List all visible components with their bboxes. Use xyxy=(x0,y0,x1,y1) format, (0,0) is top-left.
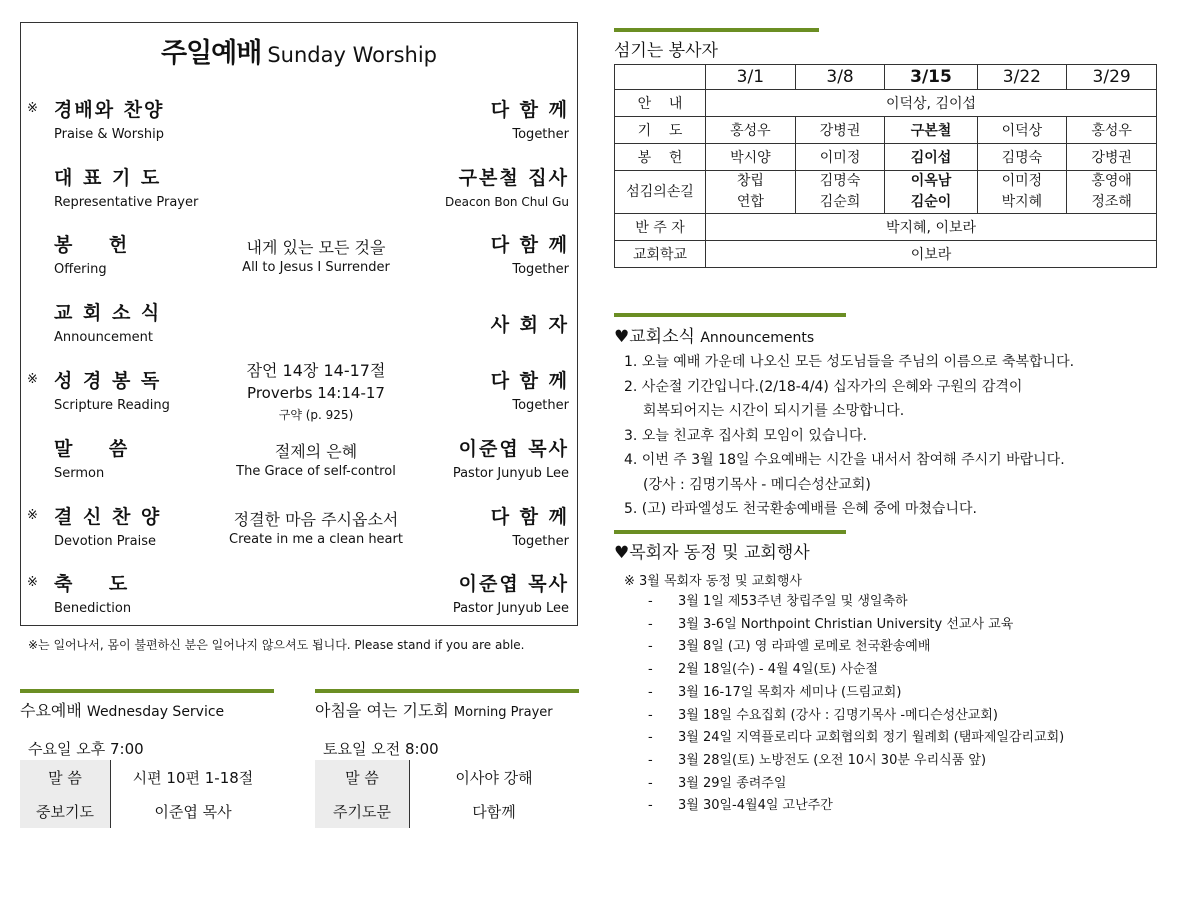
list-item: 회복되어지는 시간이 되시기를 소망합니다. xyxy=(643,403,905,419)
order-item xyxy=(21,95,577,159)
order-leader-ko: 구본철 집사 xyxy=(458,167,569,189)
cell xyxy=(1067,171,1157,214)
stand-mark: ※ xyxy=(27,575,38,590)
row-label: 안 내 xyxy=(615,90,706,117)
dash-mark: - xyxy=(648,775,653,791)
list-item: (강사 : 김명기목사 - 메디슨성산교회) xyxy=(643,476,871,493)
order-item xyxy=(21,163,577,227)
list-item: 4. 이번 주 3월 18일 수요예배는 시간을 내서서 참여해 주시기 바랍니다. xyxy=(624,452,1065,468)
cell: 강병권 xyxy=(795,117,885,144)
stand-mark: ※ xyxy=(27,508,38,523)
stand-mark: ※ xyxy=(27,372,38,387)
order-item xyxy=(21,569,577,633)
announcements-title-en: Announcements xyxy=(700,330,815,346)
order-title-en: Sermon xyxy=(54,466,105,481)
event-text: 3월 3-6일 Northpoint Christian University 선교사 교육 xyxy=(678,616,1014,632)
order-title-en: Representative Prayer xyxy=(54,195,199,210)
order-title-en: Benediction xyxy=(54,601,132,616)
row-label: 주기도문 xyxy=(315,794,410,828)
hymn-title-ko: 정결한 마음 주시옵소서 xyxy=(233,510,399,529)
order-title-ko: 결 신 찬 양 xyxy=(54,506,162,528)
date-header: 3/15 xyxy=(885,65,977,90)
order-item xyxy=(21,230,577,294)
cell: 김이섭 xyxy=(885,144,977,171)
event-text: 3월 24일 지역플로리다 교회협의회 정기 월례회 (탬파제일감리교회) xyxy=(678,730,1065,746)
row-value: 다함께 xyxy=(472,802,516,821)
order-title-ko: 축 도 xyxy=(54,573,130,595)
order-title-en: Devotion Praise xyxy=(54,534,156,549)
list-item: 3. 오늘 친교후 집사회 모임이 있습니다. xyxy=(624,427,867,444)
order-leader-ko: 이준엽 목사 xyxy=(458,573,569,595)
order-item xyxy=(21,502,577,566)
date-header: 3/29 xyxy=(1067,65,1157,90)
event-text: 3월 8일 (고) 영 라파엘 로메로 천국환송예배 xyxy=(678,639,931,655)
order-leader-en: Together xyxy=(512,534,569,549)
order-title-ko: 경배와 찬양 xyxy=(54,99,165,121)
table-row xyxy=(615,241,1157,268)
list-item xyxy=(648,795,1064,818)
cell-line: 김명숙 xyxy=(819,173,861,189)
wednesday-table xyxy=(20,760,275,828)
cell xyxy=(977,171,1067,214)
announcements-title-ko: ♥교회소식 xyxy=(614,327,695,347)
row-value: 이사야 강해 xyxy=(455,768,533,787)
pastor-events-title: ♥목회자 동정 및 교회행사 xyxy=(614,543,810,563)
order-leader-ko: 사 회 자 xyxy=(490,314,569,336)
hymn-title-ko: 내게 있는 모든 것을 xyxy=(246,238,386,257)
order-leader-ko: 다 함 께 xyxy=(490,234,569,256)
order-title-en: Scripture Reading xyxy=(54,398,170,413)
morning-title xyxy=(315,698,553,721)
row-label: 말 씀 xyxy=(20,760,111,794)
table-row xyxy=(315,760,578,794)
order-leader-en: Deacon Bon Chul Gu xyxy=(445,195,569,209)
event-text: 3월 30일-4월4일 고난주간 xyxy=(678,798,833,814)
cell-line: 연합 xyxy=(736,194,764,210)
sunday-title-en: Sunday Worship xyxy=(267,43,437,67)
cell-line: 창립 xyxy=(736,173,764,189)
row-value: 이준엽 목사 xyxy=(154,802,232,821)
stand-mark: ※ xyxy=(27,101,38,116)
cell-line: 박지혜 xyxy=(1001,194,1043,210)
divider-bar xyxy=(614,28,819,32)
cell-line: 이옥남 xyxy=(910,173,952,189)
volunteers-table xyxy=(614,64,1157,268)
dash-mark: - xyxy=(648,639,653,655)
table-row xyxy=(615,214,1157,241)
list-item: 5. (고) 라파엘성도 천국환송예배를 은혜 중에 마쳤습니다. xyxy=(624,501,977,517)
table-row xyxy=(20,794,275,828)
order-title-ko: 성 경 봉 독 xyxy=(54,370,162,392)
list-item xyxy=(648,705,1064,728)
pastor-events-subtitle: ※ 3월 목회자 동정 및 교회행사 xyxy=(624,574,802,589)
row-label: 섬김의손길 xyxy=(615,171,706,214)
divider-bar xyxy=(614,530,846,534)
cell: 김명숙 xyxy=(977,144,1067,171)
order-leader-ko: 다 함 께 xyxy=(490,370,569,392)
dash-mark: - xyxy=(648,730,653,746)
cell: 박시양 xyxy=(706,144,796,171)
hymn-title-en: All to Jesus I Surrender xyxy=(242,260,390,275)
cell-line: 김순희 xyxy=(819,194,861,210)
sunday-title-ko: 주일예배 xyxy=(160,38,262,69)
scripture-ref-ko: 잠언 14장 14-17절 xyxy=(246,361,386,380)
date-header: 3/1 xyxy=(706,65,796,90)
order-title-ko: 대 표 기 도 xyxy=(54,167,162,189)
scripture-page: 구약 (p. 925) xyxy=(278,408,354,422)
event-text: 3월 16-17일 목회자 세미나 (드림교회) xyxy=(678,684,902,700)
order-leader-en: Together xyxy=(512,398,569,413)
cell xyxy=(885,171,977,214)
order-item xyxy=(21,434,577,498)
accompanist-names: 박지혜, 이보라 xyxy=(706,214,1157,241)
cell-line: 홍영애 xyxy=(1091,173,1132,189)
dash-mark: - xyxy=(648,594,653,609)
church-school-names: 이보라 xyxy=(706,241,1157,268)
list-item: 2. 사순절 기간입니다.(2/18-4/4) 십자가의 은혜와 구원의 감격이 xyxy=(624,378,1023,395)
dash-mark: - xyxy=(648,752,653,768)
dash-mark: - xyxy=(648,616,653,632)
row-label: 기 도 xyxy=(615,117,706,144)
list-item xyxy=(648,750,1064,773)
cell xyxy=(795,171,885,214)
wednesday-time: 수요일 오후 7:00 xyxy=(28,740,144,758)
date-header: 3/22 xyxy=(977,65,1067,90)
dash-mark: - xyxy=(648,798,653,814)
morning-title-ko: 아침을 여는 기도회 xyxy=(315,701,449,720)
announcements-title xyxy=(614,322,814,347)
list-item xyxy=(648,773,1064,796)
dash-mark: - xyxy=(648,662,653,678)
list-item xyxy=(648,614,1064,637)
order-leader-en: Pastor Junyub Lee xyxy=(452,466,569,481)
wednesday-title-ko: 수요예배 xyxy=(20,701,82,720)
usher-names: 이덕상, 김이섭 xyxy=(706,90,1157,117)
order-leader-en: Pastor Junyub Lee xyxy=(452,601,569,616)
order-title-ko: 교 회 소 식 xyxy=(54,302,162,324)
volunteers-title: 섬기는 봉사자 xyxy=(614,41,718,61)
header-empty xyxy=(615,65,706,90)
event-text: 3월 1일 제53주년 창립주일 및 생일축하 xyxy=(678,594,908,609)
cell: 구본철 xyxy=(885,117,977,144)
order-title-ko: 봉 헌 xyxy=(54,234,130,256)
table-row xyxy=(615,144,1157,171)
list-item xyxy=(648,636,1064,659)
list-item xyxy=(648,727,1064,750)
row-label: 반 주 자 xyxy=(615,214,706,241)
order-leader-en: Together xyxy=(512,262,569,277)
wednesday-title-en: Wednesday Service xyxy=(86,704,225,720)
order-item xyxy=(21,361,577,430)
cell-line: 정조해 xyxy=(1091,194,1132,210)
row-label: 교회학교 xyxy=(615,241,706,268)
table-row xyxy=(615,117,1157,144)
order-title-ko: 말 씀 xyxy=(54,438,130,460)
event-text: 3월 28일(토) 노방전도 (오전 10시 30분 우리식품 앞) xyxy=(678,752,987,768)
hymn-title-en: Create in me a clean heart xyxy=(229,532,403,547)
morning-time: 토요일 오전 8:00 xyxy=(323,740,439,758)
sermon-title-en: The Grace of self-control xyxy=(236,464,396,479)
order-item xyxy=(21,298,577,362)
list-item xyxy=(648,682,1064,705)
table-header-row xyxy=(615,65,1157,90)
row-label: 중보기도 xyxy=(20,794,111,828)
stand-note: ※는 일어나서, 몸이 불편하신 분은 일어나지 않으셔도 됩니다. Please stand if you are able. xyxy=(28,638,525,652)
order-leader-en: Together xyxy=(512,127,569,142)
event-text: 3월 29일 종려주일 xyxy=(678,775,787,791)
table-row xyxy=(315,794,578,828)
table-row xyxy=(615,171,1157,214)
list-item xyxy=(648,659,1064,682)
table-row xyxy=(20,760,275,794)
scripture-ref-en: Proverbs 14:14-17 xyxy=(247,384,385,402)
order-leader-ko: 다 함 께 xyxy=(490,506,569,528)
order-title-en: Praise & Worship xyxy=(54,127,164,142)
order-title-en: Announcement xyxy=(54,330,153,345)
cell-line: 김순이 xyxy=(910,194,952,210)
wednesday-title xyxy=(20,698,224,721)
cell: 강병권 xyxy=(1067,144,1157,171)
divider-bar xyxy=(20,689,274,693)
dash-mark: - xyxy=(648,707,653,723)
dash-mark: - xyxy=(648,684,653,700)
announcements-list xyxy=(624,350,1074,522)
order-leader-ko: 다 함 께 xyxy=(490,99,569,121)
row-label: 말 씀 xyxy=(315,760,410,794)
order-title-en: Offering xyxy=(54,262,107,277)
date-header: 3/8 xyxy=(795,65,885,90)
row-value: 시편 10편 1-18절 xyxy=(132,768,254,787)
list-item xyxy=(648,591,1064,614)
order-leader-ko: 이준엽 목사 xyxy=(458,438,569,460)
morning-title-en: Morning Prayer xyxy=(453,705,553,720)
divider-bar xyxy=(315,689,579,693)
cell xyxy=(706,171,796,214)
cell: 이미정 xyxy=(795,144,885,171)
sunday-worship-title xyxy=(21,31,577,70)
cell: 이덕상 xyxy=(977,117,1067,144)
event-text: 3월 18일 수요집회 (강사 : 김명기목사 -메디슨성산교회) xyxy=(678,707,998,723)
event-text: 2월 18일(수) - 4월 4일(토) 사순절 xyxy=(678,662,879,678)
sermon-title-ko: 절제의 은혜 xyxy=(274,442,358,461)
sunday-worship-box xyxy=(20,22,578,626)
pastor-events-list xyxy=(648,591,1064,818)
cell-line: 이미정 xyxy=(1001,173,1043,189)
divider-bar xyxy=(614,313,846,317)
list-item: 1. 오늘 예배 가운데 나오신 모든 성도님들을 주님의 이름으로 축복합니다. xyxy=(624,354,1075,370)
table-row xyxy=(615,90,1157,117)
row-label: 봉 헌 xyxy=(615,144,706,171)
cell: 홍성우 xyxy=(706,117,796,144)
cell: 홍성우 xyxy=(1067,117,1157,144)
morning-table xyxy=(315,760,578,828)
